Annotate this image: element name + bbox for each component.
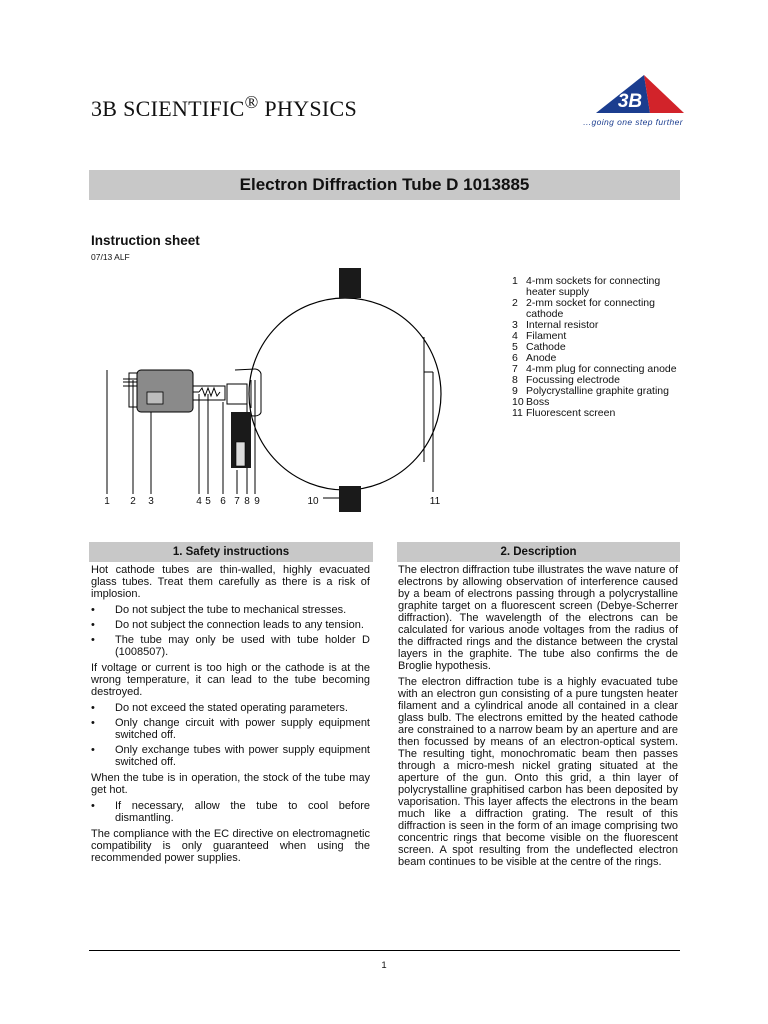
callout-8: 8	[244, 496, 250, 507]
safety-column	[91, 564, 370, 868]
glass-bulb	[249, 298, 441, 490]
callout-4: 4	[196, 496, 202, 507]
safety-paragraph: If voltage or current is too high or the cathode is at the wrong temperature, it can lead to the tube becoming destroyed.	[91, 662, 370, 698]
registered-mark: ®	[244, 92, 259, 112]
gun-stock	[137, 370, 193, 412]
callout-1: 1	[104, 496, 110, 507]
callout-11: 11	[429, 496, 441, 507]
footer-rule	[89, 950, 680, 951]
list-item: • Only exchange tubes with power supply equipment switched off.	[91, 744, 370, 768]
legend-item: 7 4-mm plug for connecting anode	[512, 363, 677, 375]
callout-2: 2	[130, 496, 136, 507]
callout-5: 5	[205, 496, 211, 507]
safety-list	[91, 604, 370, 658]
legend-item: 3 Internal resistor	[512, 319, 599, 331]
sheet-subtitle: Instruction sheet	[91, 233, 200, 248]
callout-6: 6	[220, 496, 226, 507]
safety-list	[91, 702, 370, 768]
list-item: • Do not exceed the stated operating parameters.	[91, 702, 370, 714]
brand-title	[91, 92, 357, 122]
document-title: Electron Diffraction Tube D 1013885	[89, 170, 680, 200]
page-number: 1	[381, 960, 387, 971]
legend-item: 5 Cathode	[512, 341, 566, 353]
safety-paragraph: When the tube is in operation, the stock of the tube may get hot.	[91, 772, 370, 796]
filament-coil	[199, 388, 220, 396]
callout-9: 9	[254, 496, 260, 507]
brand-main: 3B SCIENTIFIC	[91, 96, 245, 121]
top-boss	[339, 268, 361, 298]
description-column	[398, 564, 678, 872]
legend-item: 11 Fluorescent screen	[512, 407, 616, 419]
legend-item: 4 Filament	[512, 330, 567, 342]
tube-neck	[235, 369, 261, 416]
callout-10: 10	[307, 496, 319, 507]
legend-item: 1 4-mm sockets for connecting heater supply	[512, 275, 661, 298]
callout-3: 3	[148, 496, 154, 507]
legend-item: 6 Anode	[512, 352, 557, 364]
cathode	[193, 386, 225, 400]
legend-item: 8 Focussing electrode	[512, 374, 620, 386]
parts-legend	[512, 276, 687, 419]
list-item: • Do not subject the tube to mechanical stresses.	[91, 604, 370, 616]
tube-diagram	[95, 262, 455, 512]
date-code: 07/13 ALF	[91, 252, 130, 262]
brand-tail: PHYSICS	[258, 96, 358, 121]
anode	[227, 384, 247, 404]
list-item: • If necessary, allow the tube to cool before dismantling.	[91, 800, 370, 824]
description-heading: 2. Description	[397, 542, 680, 562]
safety-list	[91, 800, 370, 824]
internal-resistor	[147, 392, 163, 404]
list-item: • Do not subject the connection leads to any tension.	[91, 619, 370, 631]
legend-item: 10 Boss	[512, 396, 550, 408]
bottom-boss	[339, 486, 361, 512]
safety-paragraph: The compliance with the EC directive on electromagnetic compatibility is only guaranteed when using the recommended power supplies.	[91, 828, 370, 864]
safety-paragraph: Hot cathode tubes are thin-walled, highly evacuated glass tubes. Treat them carefully as there is a risk of implosion.	[91, 564, 370, 600]
list-item: • Only change circuit with power supply equipment switched off.	[91, 717, 370, 741]
svg-text:3B: 3B	[617, 91, 643, 112]
description-paragraph: The electron diffraction tube illustrates the wave nature of electrons by allowing observation of interference caused by a beam of electrons passing through a polycrystalline graphite target on a fluorescent screen (Debye-Scherrer diffraction). The wavelength of the electrons can be calculated for various anode voltages from the radius of the diffracted rings and the distance between the crystal layers in the graphite. The tube also confirms the de Broglie hypothesis.	[398, 564, 678, 672]
safety-heading: 1. Safety instructions	[89, 542, 373, 562]
description-paragraph: The electron diffraction tube is a highly evacuated tube with an electron gun consisting of a pure tungsten heater filament and a cylindrical anode all contained in a clear glass bulb. The electrons emitted by the heated cathode are constrained to a narrow beam by an aperture and are then focussed by means of an electron-optical system. The resulting tight, monochromatic beam then passes through a micro-mesh nickel grating situated at the aperture of the gun. Onto this grid, a thin layer of polycrystalline graphitised carbon has been deposited by vaporisation. This layer affects the electrons in the beam much like a diffraction grating. The result of this diffraction is seen in the form of an image comprising two concentric rings that become visible on the fluorescent screen. A spot resulting from the undeflected electron beam continues to be visible at the centre of the rings.	[398, 676, 678, 868]
logo-tagline: ...going one step further	[583, 117, 683, 127]
list-item: • The tube may only be used with tube holder D (1008507).	[91, 634, 370, 658]
legend-item: 2 2-mm socket for connecting cathode	[512, 297, 655, 320]
legend-item: 9 Polycrystalline graphite grating	[512, 385, 669, 397]
callout-7: 7	[234, 496, 240, 507]
